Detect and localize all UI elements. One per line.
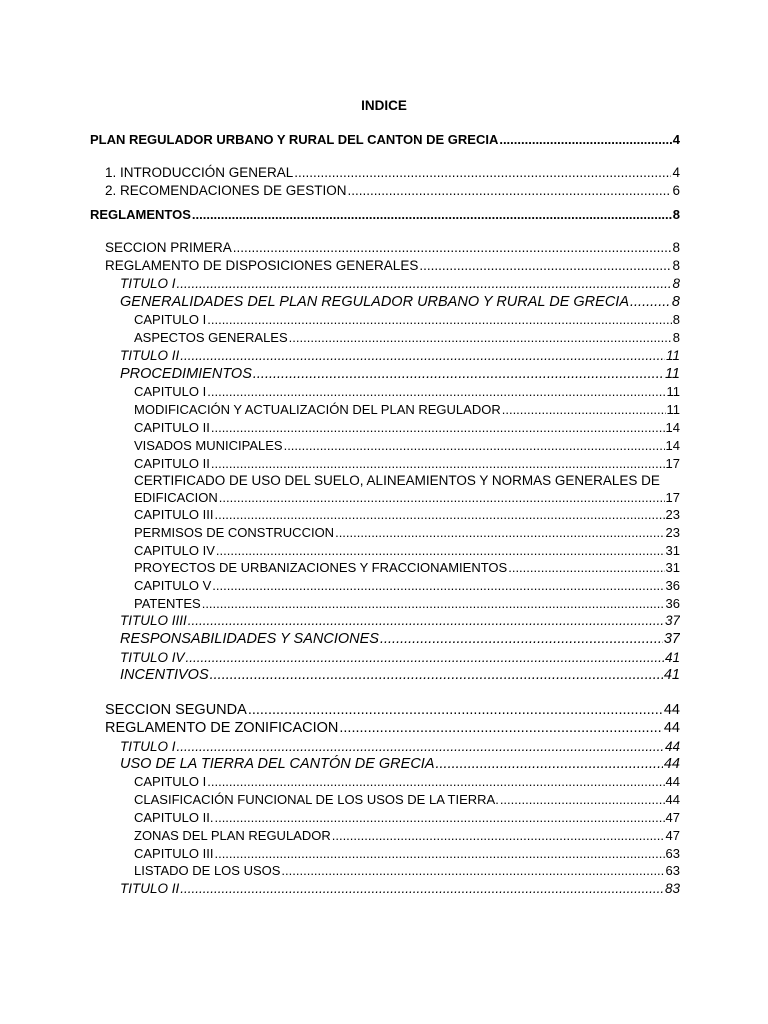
toc-entry-page: 41 bbox=[664, 650, 680, 665]
toc-entry[interactable] bbox=[134, 577, 680, 595]
toc-entry-label: CAPITULO II. bbox=[134, 810, 214, 825]
toc-entry-label: RESPONSABILIDADES Y SANCIONES bbox=[120, 631, 379, 647]
toc-leader-dots bbox=[348, 182, 672, 200]
toc-leader-dots bbox=[177, 275, 672, 293]
toc-entry-label: MODIFICACIÓN Y ACTUALIZACIÓN DEL PLAN REGULADOR bbox=[134, 402, 501, 417]
toc-leader-dots bbox=[500, 791, 665, 809]
toc-entry-page: 14 bbox=[665, 420, 680, 435]
toc-entry[interactable] bbox=[105, 701, 680, 719]
toc-entry-page: 47 bbox=[665, 828, 680, 843]
toc-entry-label: CAPITULO III bbox=[134, 507, 214, 522]
toc-leader-dots bbox=[289, 329, 672, 347]
toc-entry-page: 83 bbox=[664, 881, 680, 896]
toc-entry-label: CAPITULO II bbox=[134, 456, 210, 471]
toc-entry-page: 36 bbox=[665, 596, 680, 611]
toc-leader-dots bbox=[335, 524, 664, 542]
toc-entry-label: ASPECTOS GENERALES bbox=[134, 330, 288, 345]
toc-leader-dots bbox=[207, 311, 672, 329]
toc-entry-page: 44 bbox=[663, 756, 680, 772]
toc-entry-page: 44 bbox=[663, 702, 680, 718]
toc-entry-label: CAPITULO IV bbox=[134, 543, 215, 558]
toc-entry-label: LISTADO DE LOS USOS bbox=[134, 863, 281, 878]
toc-entry-label: TITULO IV bbox=[120, 650, 185, 665]
toc-entry-page: 4 bbox=[672, 165, 680, 180]
toc-entry-label: CAPITULO II bbox=[134, 420, 210, 435]
toc-entry-label: REGLAMENTOS bbox=[90, 207, 191, 222]
toc-leader-dots bbox=[180, 347, 665, 365]
toc-entry-page: 11 bbox=[664, 366, 680, 382]
toc-entry-page: 8 bbox=[672, 207, 680, 222]
toc-entry[interactable] bbox=[120, 649, 680, 667]
toc-leader-dots bbox=[202, 595, 665, 613]
toc-leader-dots bbox=[180, 880, 664, 898]
toc-entry-page: 14 bbox=[665, 438, 680, 453]
toc-leader-dots bbox=[186, 649, 664, 667]
toc-entry-page: 8 bbox=[672, 330, 680, 345]
toc-entry-label: ZONAS DEL PLAN REGULADOR bbox=[134, 828, 331, 843]
toc-entry[interactable] bbox=[134, 437, 680, 455]
toc-entry-page: 41 bbox=[663, 667, 680, 683]
toc-entry-page: 11 bbox=[665, 348, 680, 363]
toc-entry[interactable] bbox=[134, 506, 680, 524]
toc-entry-page: 17 bbox=[665, 456, 680, 471]
toc-leader-dots bbox=[219, 489, 665, 507]
toc-entry-page: 31 bbox=[665, 560, 680, 575]
toc-entry-label: CAPITULO I bbox=[134, 384, 207, 399]
toc-entry[interactable] bbox=[120, 630, 680, 648]
toc-entry-label: 2. RECOMENDACIONES DE GESTION bbox=[105, 183, 347, 198]
toc-entry-label: PROYECTOS DE URBANIZACIONES Y FRACCIONAMIENTOS bbox=[134, 560, 508, 575]
toc-entry-page: 11 bbox=[666, 402, 680, 417]
toc-entry-page: 11 bbox=[666, 384, 680, 399]
toc-entry-page: 47 bbox=[665, 810, 680, 825]
toc-entry-label: CLASIFICACIÓN FUNCIONAL DE LOS USOS DE LA TIERRA. bbox=[134, 792, 499, 807]
toc-leader-dots bbox=[192, 206, 672, 224]
toc-entry-label: PATENTES bbox=[134, 596, 201, 611]
toc-entry[interactable] bbox=[134, 845, 680, 863]
toc-entry[interactable] bbox=[134, 791, 680, 809]
toc-entry-label: PROCEDIMIENTOS bbox=[120, 366, 252, 382]
toc-entry-page: 4 bbox=[672, 132, 680, 147]
toc-entry-label: 1. INTRODUCCIÓN GENERAL bbox=[105, 165, 294, 180]
toc-leader-dots bbox=[233, 239, 672, 257]
toc-entry-page: 44 bbox=[664, 739, 680, 754]
toc-leader-dots bbox=[499, 131, 671, 149]
toc-entry[interactable] bbox=[90, 206, 680, 224]
toc-entry[interactable] bbox=[120, 293, 680, 311]
toc-entry-page: 17 bbox=[665, 490, 680, 505]
toc-entry[interactable] bbox=[134, 809, 680, 827]
toc-entry-label: REGLAMENTO DE DISPOSICIONES GENERALES bbox=[105, 258, 419, 273]
toc-entry-label: PLAN REGULADOR URBANO Y RURAL DEL CANTON DE GRECIA bbox=[90, 132, 499, 147]
toc-entry[interactable] bbox=[105, 182, 680, 200]
toc-leader-dots bbox=[294, 164, 671, 182]
toc-entry[interactable] bbox=[120, 666, 680, 684]
toc-entry[interactable] bbox=[105, 719, 680, 737]
toc-leader-dots bbox=[207, 773, 664, 791]
toc-entry[interactable] bbox=[120, 880, 680, 898]
toc-entry-page: 6 bbox=[672, 183, 680, 198]
toc-entry-page: 44 bbox=[663, 720, 680, 736]
toc-entry-label: USO DE LA TIERRA DEL CANTÓN DE GRECIA bbox=[120, 756, 435, 772]
toc-leader-dots bbox=[207, 383, 665, 401]
toc-leader-dots bbox=[380, 630, 663, 648]
toc-entry[interactable] bbox=[134, 329, 680, 347]
toc-entry-label: TITULO II bbox=[120, 348, 180, 363]
toc-entry-label: INCENTIVOS bbox=[120, 667, 209, 683]
toc-entry-page: 36 bbox=[665, 578, 680, 593]
toc-entry-page: 8 bbox=[671, 294, 680, 310]
toc-leader-dots bbox=[214, 506, 664, 524]
toc-leader-dots bbox=[216, 542, 665, 560]
toc-entry-label: TITULO II bbox=[120, 881, 180, 896]
toc-entry-label: SECCION SEGUNDA bbox=[105, 702, 247, 718]
toc-entry-page: 8 bbox=[672, 240, 680, 255]
toc-entry-label: VISADOS MUNICIPALES bbox=[134, 438, 283, 453]
toc-entry-page: 44 bbox=[665, 774, 680, 789]
toc-leader-dots bbox=[630, 293, 671, 311]
toc-entry[interactable] bbox=[134, 542, 680, 560]
toc-entry-page: 44 bbox=[665, 792, 680, 807]
toc-entry-page: 23 bbox=[665, 507, 680, 522]
toc-leader-dots bbox=[253, 365, 664, 383]
toc-entry-label: TITULO I bbox=[120, 276, 176, 291]
toc-leader-dots bbox=[436, 755, 663, 773]
toc-leader-dots bbox=[248, 701, 663, 719]
index-title: INDICE bbox=[361, 98, 407, 113]
toc-entry-page: 8 bbox=[672, 276, 680, 291]
toc-entry[interactable] bbox=[134, 524, 680, 542]
toc-entry-label: CAPITULO I bbox=[134, 312, 207, 327]
toc-leader-dots bbox=[214, 809, 664, 827]
toc-entry[interactable] bbox=[134, 383, 680, 401]
toc-entry[interactable] bbox=[120, 365, 680, 383]
toc-leader-dots bbox=[502, 401, 666, 419]
toc-entry[interactable] bbox=[105, 239, 680, 257]
toc-entry[interactable] bbox=[120, 755, 680, 773]
toc-entry[interactable] bbox=[134, 311, 680, 329]
toc-entry[interactable] bbox=[134, 559, 680, 577]
toc-entry-label: SECCION PRIMERA bbox=[105, 240, 232, 255]
toc-entry-label: CAPITULO I bbox=[134, 774, 207, 789]
toc-leader-dots bbox=[281, 862, 664, 880]
toc-entry[interactable] bbox=[120, 738, 680, 756]
toc-entry-label: EDIFICACION bbox=[134, 490, 218, 505]
toc-entry-page: 37 bbox=[663, 631, 680, 647]
toc-entry[interactable] bbox=[90, 131, 680, 149]
toc-entry-page: 31 bbox=[665, 543, 680, 558]
toc-entry[interactable] bbox=[134, 827, 680, 845]
toc-entry-label: CAPITULO V bbox=[134, 578, 212, 593]
toc-leader-dots bbox=[419, 257, 671, 275]
toc-entry[interactable] bbox=[105, 164, 680, 182]
toc-entry[interactable] bbox=[120, 612, 680, 630]
toc-leader-dots bbox=[214, 845, 664, 863]
toc-entry-page: 8 bbox=[672, 258, 680, 273]
toc-leader-dots bbox=[211, 419, 665, 437]
toc-entry[interactable] bbox=[134, 419, 680, 437]
toc-entry[interactable] bbox=[134, 455, 680, 473]
toc-leader-dots bbox=[210, 666, 663, 684]
toc-leader-dots bbox=[339, 719, 662, 737]
toc-entry[interactable] bbox=[105, 257, 680, 275]
toc-entry-label: TITULO I bbox=[120, 739, 176, 754]
toc-entry-page: 8 bbox=[672, 312, 680, 327]
toc-leader-dots bbox=[188, 612, 664, 630]
toc-entry-page: 63 bbox=[665, 863, 680, 878]
toc-entry-label: REGLAMENTO DE ZONIFICACION bbox=[105, 720, 339, 736]
toc-entry[interactable] bbox=[120, 347, 680, 365]
toc-entry-label[interactable]: CERTIFICADO DE USO DEL SUELO, ALINEAMIENTOS Y NORMAS GENERALES DE bbox=[134, 473, 660, 488]
toc-entry-label: PERMISOS DE CONSTRUCCION bbox=[134, 525, 335, 540]
toc-entry-label: CAPITULO III bbox=[134, 846, 214, 861]
toc-leader-dots bbox=[284, 437, 665, 455]
toc-leader-dots bbox=[332, 827, 665, 845]
toc-entry[interactable] bbox=[134, 773, 680, 791]
toc-entry[interactable] bbox=[134, 595, 680, 613]
toc-entry[interactable] bbox=[134, 401, 680, 419]
toc-leader-dots bbox=[508, 559, 664, 577]
toc-entry-page: 23 bbox=[665, 525, 680, 540]
toc-entry-label: TITULO IIII bbox=[120, 613, 187, 628]
toc-entry-label: GENERALIDADES DEL PLAN REGULADOR URBANO Y RURAL DE GRECIA bbox=[120, 294, 629, 310]
toc-leader-dots bbox=[212, 577, 664, 595]
toc-entry[interactable] bbox=[134, 862, 680, 880]
toc-entry-page: 63 bbox=[665, 846, 680, 861]
toc-leader-dots bbox=[211, 455, 665, 473]
toc-entry[interactable] bbox=[120, 275, 680, 293]
toc-leader-dots bbox=[177, 738, 664, 756]
toc-entry-page: 37 bbox=[664, 613, 680, 628]
toc-entry[interactable] bbox=[134, 489, 680, 507]
